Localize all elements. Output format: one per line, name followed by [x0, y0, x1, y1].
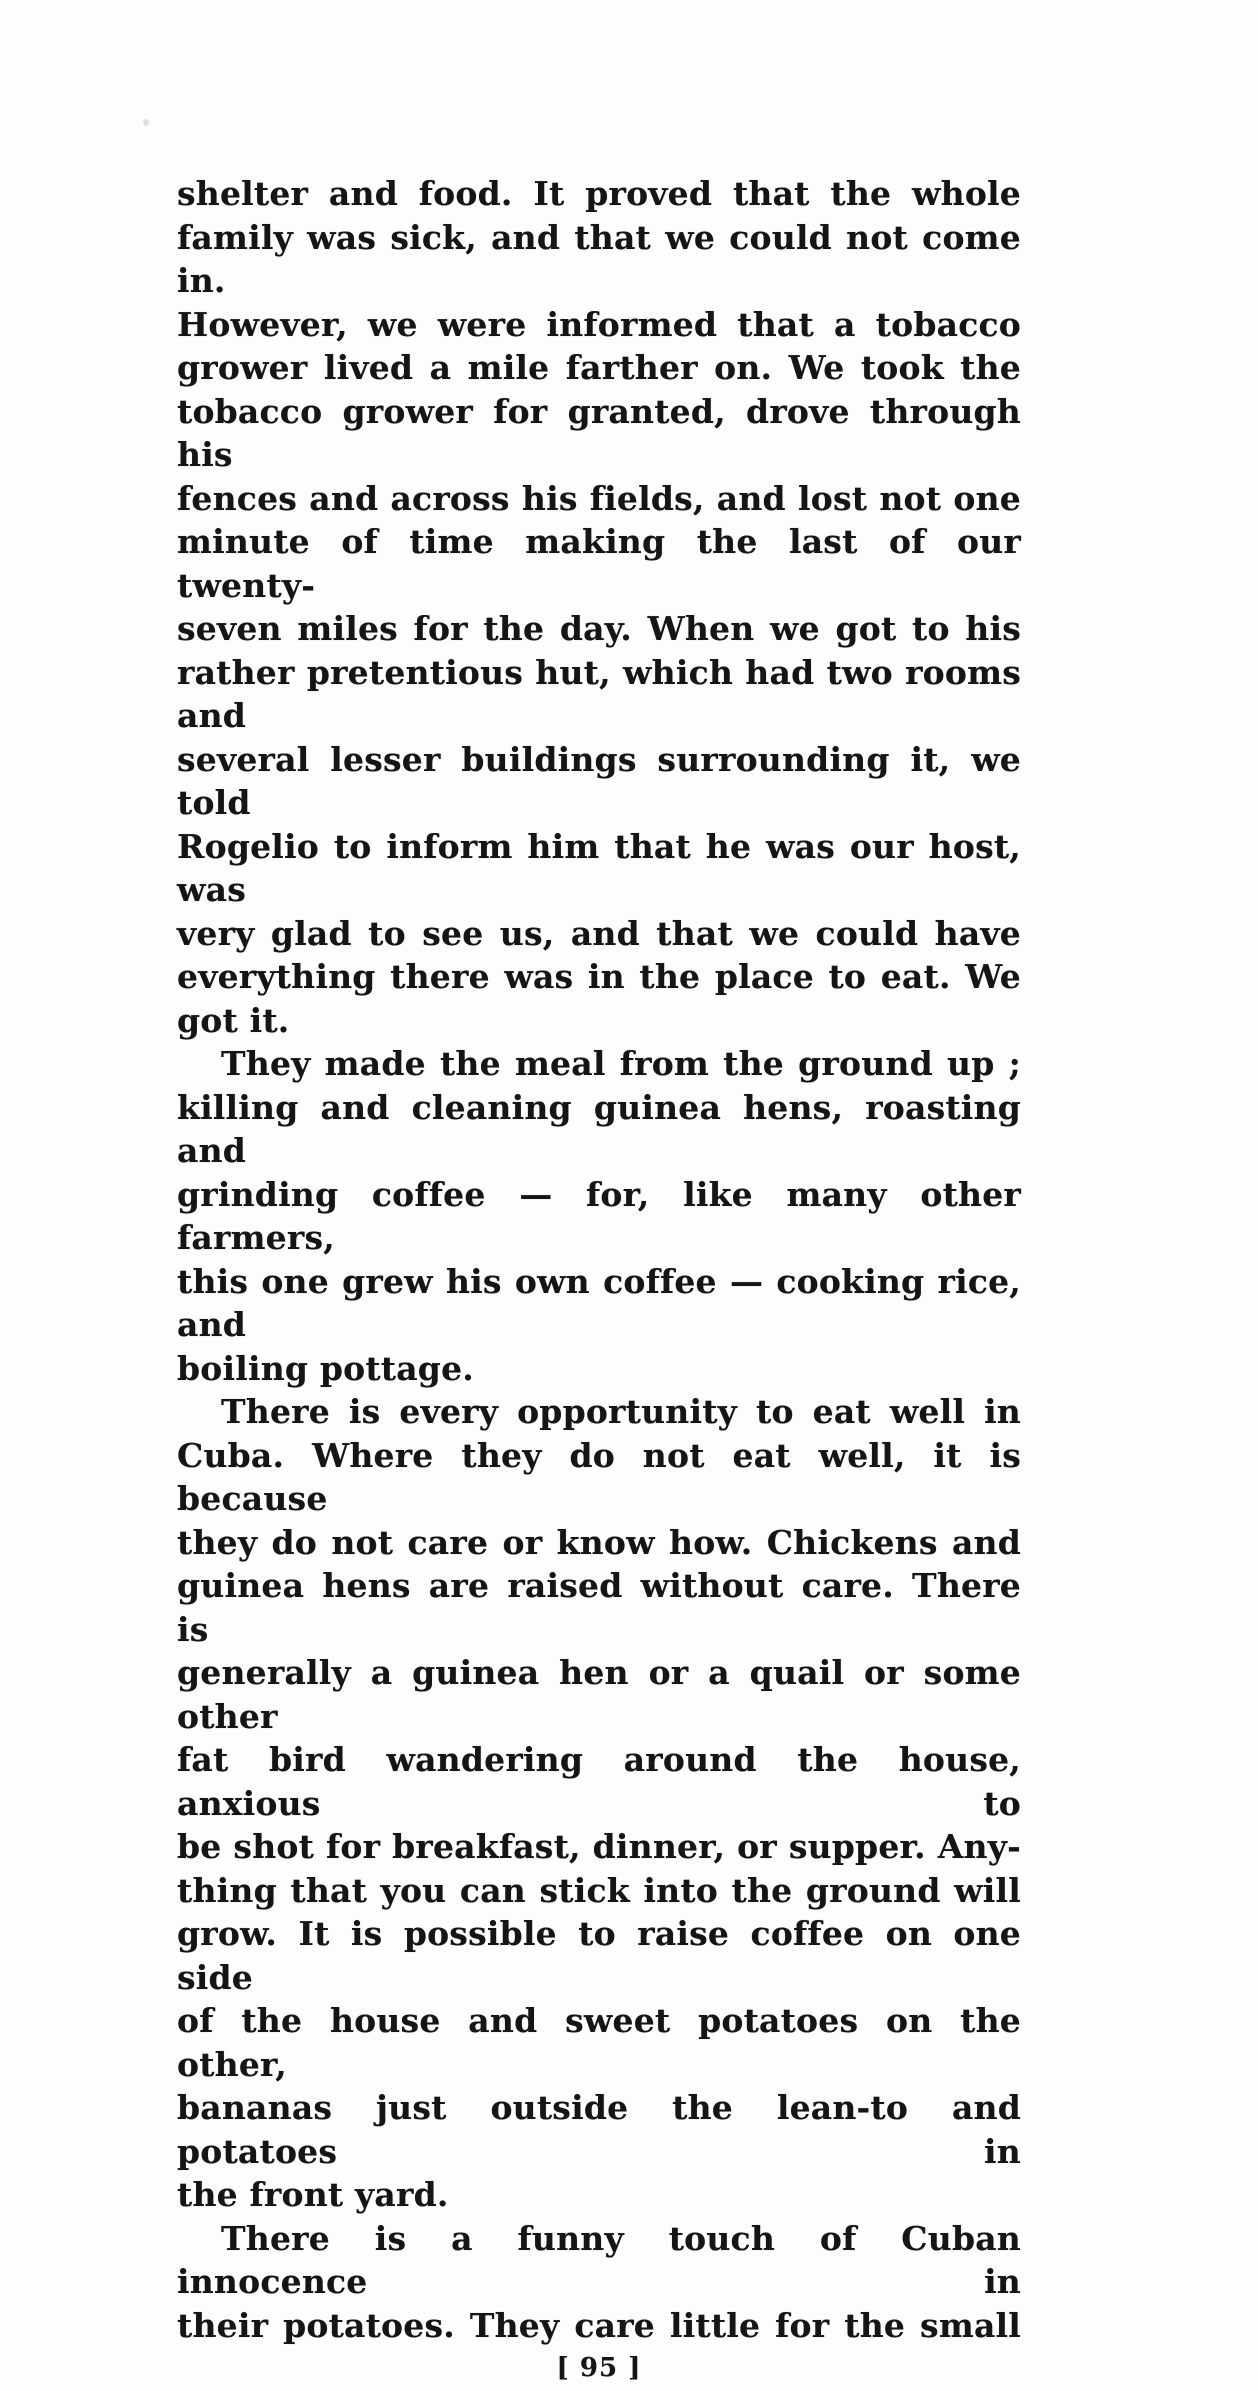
text-line: this one grew his own coffee — cooking rice, and — [177, 1261, 1021, 1344]
text-line: They made the meal from the ground up ; — [221, 1044, 1021, 1083]
text-line: fat bird wandering around the house, anxious to — [177, 1740, 1021, 1823]
text-line: tobacco grower for granted, drove through his — [177, 391, 1021, 474]
text-line: generally a guinea hen or a quail or some other — [177, 1653, 1021, 1736]
text-line: grow. It is possible to raise coffee on one side — [177, 1914, 1021, 1997]
page-number: [ 95 ] — [556, 2353, 642, 2383]
text-line: boiling pottage. — [177, 1348, 474, 1388]
text-line: grower lived a mile farther on. We took the — [177, 348, 1021, 387]
text-line: seven miles for the day. When we got to his — [177, 609, 1021, 648]
text-line: killing and cleaning guinea hens, roasting and — [177, 1087, 1021, 1170]
text-line: guinea hens are raised without care. There is — [177, 1566, 1021, 1649]
text-line: However, we were informed that a tobacco — [177, 304, 1021, 344]
text-line: be shot for breakfast, dinner, or supper. Any- — [177, 1827, 1021, 1866]
text-line: several lesser buildings surrounding it, we told — [177, 739, 1021, 822]
text-line: of the house and sweet potatoes on the other, — [177, 2001, 1021, 2084]
text-line: There is a funny touch of Cuban innocence in — [177, 2218, 1021, 2301]
text-line: thing that you can stick into the ground will — [177, 1870, 1021, 1910]
text-line: everything there was in the place to eat. We — [177, 957, 1021, 996]
text-line: they do not care or know how. Chickens and — [177, 1522, 1021, 1562]
text-line: very glad to see us, and that we could have — [177, 913, 1021, 953]
text-line: fences and across his fields, and lost not one — [177, 478, 1021, 518]
text-line: the front yard. — [177, 2175, 449, 2214]
text-line: bananas just outside the lean-to and potatoes in — [177, 2088, 1021, 2171]
text-line: Rogelio to inform him that he was our host, was — [177, 826, 1021, 909]
text-line: family was sick, and that we could not come in. — [177, 217, 1021, 300]
text-line: minute of time making the last of our twenty- — [177, 522, 1021, 605]
text-line: their potatoes. They care little for the small — [177, 2305, 1021, 2345]
scan-speck — [143, 119, 149, 126]
text-line: grinding coffee — for, like many other farmers, — [177, 1174, 1021, 1257]
text-line: There is every opportunity to eat well in — [221, 1392, 1021, 1431]
text-line: got it. — [177, 1000, 290, 1040]
text-line: Cuba. Where they do not eat well, it is because — [177, 1435, 1021, 1518]
text-line: shelter and food. It proved that the whole — [177, 174, 1021, 213]
text-line: rather pretentious hut, which had two rooms and — [177, 652, 1021, 735]
text-column — [177, 172, 1021, 2391]
